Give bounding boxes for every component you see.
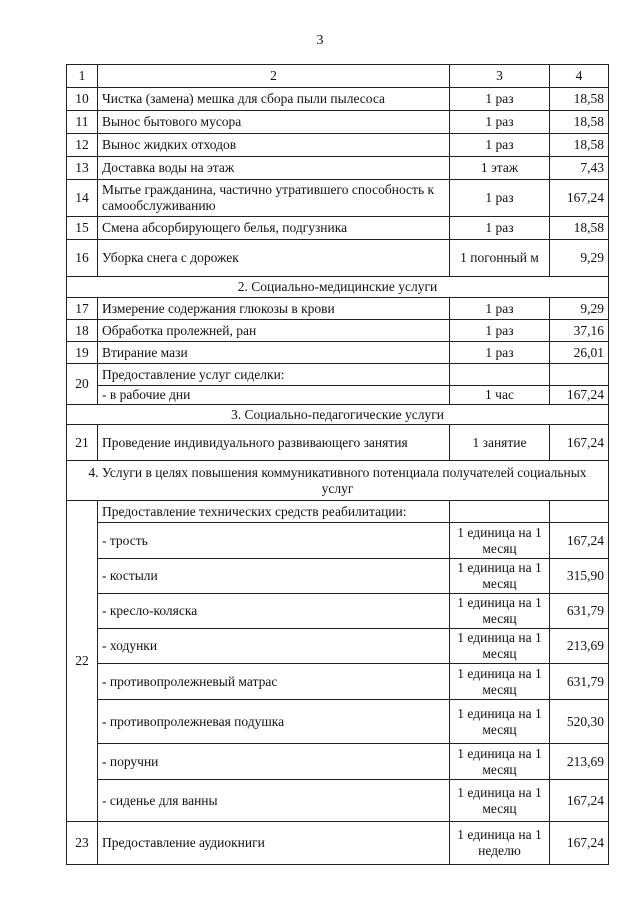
column-header: 3	[450, 65, 550, 88]
section-title: 4. Услуги в целях повышения коммуникативного потенциала получателей социальных услуг	[67, 461, 609, 501]
unit-of-service: 1 раз	[450, 134, 550, 157]
table-row	[67, 501, 609, 523]
service-subitem: - ходунки	[98, 629, 450, 664]
unit-of-service	[450, 364, 550, 386]
unit-of-service: 1 раз	[450, 111, 550, 134]
service-name: Измерение содержания глюкозы в крови	[98, 298, 450, 320]
unit-of-service: 1 единица на 1 месяц	[450, 523, 550, 559]
service-name: Смена абсорбирующего белья, подгузника	[98, 217, 450, 240]
row-number: 12	[67, 134, 98, 157]
service-price: 167,24	[550, 822, 609, 865]
unit-of-service: 1 единица на 1 месяц	[450, 594, 550, 629]
table-row	[67, 217, 609, 240]
service-name: Уборка снега с дорожек	[98, 240, 450, 277]
service-price: 18,58	[550, 88, 609, 111]
service-subitem: - в рабочие дни	[98, 386, 450, 405]
table-row	[67, 822, 609, 865]
service-price: 167,24	[550, 780, 609, 822]
row-number: 23	[67, 822, 98, 865]
service-price: 26,01	[550, 342, 609, 364]
service-price	[550, 364, 609, 386]
row-number: 11	[67, 111, 98, 134]
service-price: 213,69	[550, 629, 609, 664]
services-price-table	[66, 64, 609, 865]
table-row	[67, 298, 609, 320]
service-price: 9,29	[550, 298, 609, 320]
service-price: 9,29	[550, 240, 609, 277]
service-price: 18,58	[550, 217, 609, 240]
row-number: 14	[67, 180, 98, 217]
column-header: 1	[67, 65, 98, 88]
service-price	[550, 501, 609, 523]
row-number: 20	[67, 364, 98, 405]
table-row	[67, 664, 609, 700]
table-row	[67, 780, 609, 822]
table-row	[67, 342, 609, 364]
service-price: 167,24	[550, 523, 609, 559]
service-name: Предоставление технических средств реабилитации:	[98, 501, 450, 523]
unit-of-service: 1 раз	[450, 217, 550, 240]
table-row	[67, 88, 609, 111]
table-row	[67, 180, 609, 217]
table-row	[67, 386, 609, 405]
service-name: Вынос жидких отходов	[98, 134, 450, 157]
service-name: Втирание мази	[98, 342, 450, 364]
service-subitem: - трость	[98, 523, 450, 559]
service-subitem: - противопролежневая подушка	[98, 700, 450, 744]
table-row	[67, 111, 609, 134]
unit-of-service: 1 погонный м	[450, 240, 550, 277]
unit-of-service: 1 единица на 1 месяц	[450, 664, 550, 700]
service-name: Предоставление услуг сиделки:	[98, 364, 450, 386]
table-row	[67, 744, 609, 780]
table-row	[67, 629, 609, 664]
service-name: Доставка воды на этаж	[98, 157, 450, 180]
row-number: 15	[67, 217, 98, 240]
table-row	[67, 320, 609, 342]
table-row	[67, 364, 609, 386]
service-price: 18,58	[550, 111, 609, 134]
service-price: 167,24	[550, 386, 609, 405]
table-row	[67, 134, 609, 157]
unit-of-service: 1 занятие	[450, 425, 550, 461]
row-number: 19	[67, 342, 98, 364]
service-price: 631,79	[550, 594, 609, 629]
table-row	[67, 425, 609, 461]
section-header-row	[67, 461, 609, 501]
section-header-row	[67, 277, 609, 298]
service-name: Обработка пролежней, ран	[98, 320, 450, 342]
section-header-row	[67, 405, 609, 425]
unit-of-service: 1 раз	[450, 298, 550, 320]
service-price: 18,58	[550, 134, 609, 157]
service-subitem: - поручни	[98, 744, 450, 780]
service-price: 213,69	[550, 744, 609, 780]
unit-of-service: 1 единица на 1 неделю	[450, 822, 550, 865]
service-price: 315,90	[550, 559, 609, 594]
unit-of-service: 1 единица на 1 месяц	[450, 780, 550, 822]
row-number: 13	[67, 157, 98, 180]
column-header: 2	[98, 65, 450, 88]
row-number: 16	[67, 240, 98, 277]
service-name: Предоставление аудиокниги	[98, 822, 450, 865]
service-price: 520,30	[550, 700, 609, 744]
section-title: 2. Социально-медицинские услуги	[67, 277, 609, 298]
unit-of-service: 1 единица на 1 месяц	[450, 629, 550, 664]
service-subitem: - костыли	[98, 559, 450, 594]
table-row	[67, 559, 609, 594]
unit-of-service: 1 раз	[450, 180, 550, 217]
table-row	[67, 240, 609, 277]
row-number: 21	[67, 425, 98, 461]
unit-of-service: 1 единица на 1 месяц	[450, 744, 550, 780]
table-row	[67, 594, 609, 629]
unit-of-service: 1 единица на 1 месяц	[450, 700, 550, 744]
table-row	[67, 157, 609, 180]
service-name: Проведение индивидуального развивающего занятия	[98, 425, 450, 461]
service-subitem: - кресло-коляска	[98, 594, 450, 629]
service-name: Вынос бытового мусора	[98, 111, 450, 134]
unit-of-service: 1 раз	[450, 88, 550, 111]
column-header: 4	[550, 65, 609, 88]
row-number: 10	[67, 88, 98, 111]
service-subitem: - противопролежневый матрас	[98, 664, 450, 700]
row-number: 22	[67, 501, 98, 822]
unit-of-service	[450, 501, 550, 523]
unit-of-service: 1 единица на 1 месяц	[450, 559, 550, 594]
header-row	[67, 65, 609, 88]
page-number: 3	[316, 33, 324, 48]
row-number: 17	[67, 298, 98, 320]
service-price: 167,24	[550, 425, 609, 461]
table-row	[67, 523, 609, 559]
unit-of-service: 1 раз	[450, 342, 550, 364]
table-row	[67, 700, 609, 744]
service-price: 167,24	[550, 180, 609, 217]
service-subitem: - сиденье для ванны	[98, 780, 450, 822]
service-price: 631,79	[550, 664, 609, 700]
service-price: 7,43	[550, 157, 609, 180]
unit-of-service: 1 этаж	[450, 157, 550, 180]
service-name: Мытье гражданина, частично утратившего способность к самообслуживанию	[98, 180, 450, 217]
unit-of-service: 1 раз	[450, 320, 550, 342]
service-name: Чистка (замена) мешка для сбора пыли пылесоса	[98, 88, 450, 111]
unit-of-service: 1 час	[450, 386, 550, 405]
row-number: 18	[67, 320, 98, 342]
section-title: 3. Социально-педагогические услуги	[67, 405, 609, 425]
service-price: 37,16	[550, 320, 609, 342]
